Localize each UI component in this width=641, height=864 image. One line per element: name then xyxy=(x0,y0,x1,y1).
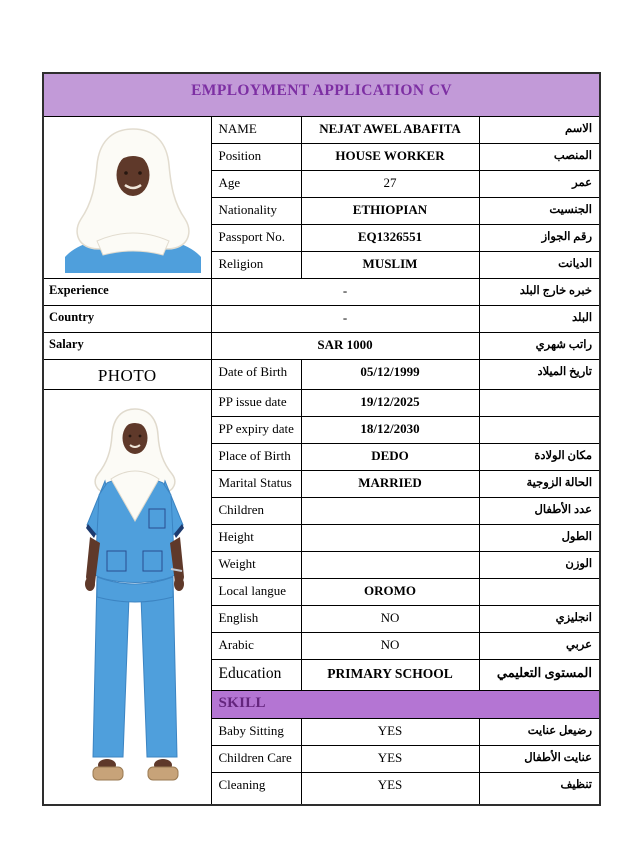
field-label-cell: Local langue xyxy=(211,578,301,605)
page-title: EMPLOYMENT APPLICATION CV xyxy=(43,73,600,116)
field-value-cell: YES xyxy=(301,745,479,772)
field-label-cell: Country xyxy=(43,305,211,332)
field-arabic-cell: رقم الجواز xyxy=(479,224,600,251)
skill-section-title: SKILL xyxy=(211,690,600,718)
field-label-cell: Position xyxy=(211,143,301,170)
field-arabic-cell: عمر xyxy=(479,170,600,197)
field-value-cell: SAR 1000 xyxy=(211,332,479,359)
field-label-cell: English xyxy=(211,605,301,632)
field-value-cell: ETHIOPIAN xyxy=(301,197,479,224)
row-pp-issue-date xyxy=(43,389,600,416)
field-arabic-cell: المستوى التعليمي xyxy=(479,659,600,690)
field-label-cell: Salary xyxy=(43,332,211,359)
row-salary xyxy=(43,332,600,359)
field-label-cell: Education xyxy=(211,659,301,690)
field-value-cell: EQ1326551 xyxy=(301,224,479,251)
row-country xyxy=(43,305,600,332)
field-label-cell: Arabic xyxy=(211,632,301,659)
field-label-cell: Date of Birth xyxy=(211,359,301,389)
field-value-cell: HOUSE WORKER xyxy=(301,143,479,170)
photo-placeholder-label: PHOTO xyxy=(43,359,211,389)
field-arabic-cell: الاسم xyxy=(479,116,600,143)
field-arabic-cell: عنايت الأطفال xyxy=(479,745,600,772)
field-value-cell xyxy=(301,524,479,551)
field-label-cell: Height xyxy=(211,524,301,551)
field-value-cell: - xyxy=(211,278,479,305)
field-arabic-cell: عربي xyxy=(479,632,600,659)
field-label-cell: PP expiry date xyxy=(211,416,301,443)
field-value-cell: - xyxy=(211,305,479,332)
field-arabic-cell: راتب شهري xyxy=(479,332,600,359)
field-label-cell: Children xyxy=(211,497,301,524)
field-value-cell: 19/12/2025 xyxy=(301,389,479,416)
field-arabic-cell xyxy=(479,578,600,605)
field-value-cell: MUSLIM xyxy=(301,251,479,278)
field-value-cell xyxy=(301,497,479,524)
field-value-cell: NO xyxy=(301,632,479,659)
field-arabic-cell xyxy=(479,389,600,416)
field-arabic-cell: تاريخ الميلاد xyxy=(479,359,600,389)
field-arabic-cell: مكان الولادة xyxy=(479,443,600,470)
field-label-cell: Marital Status xyxy=(211,470,301,497)
field-label-cell: Baby Sitting xyxy=(211,718,301,745)
field-value-cell xyxy=(301,551,479,578)
field-arabic-cell: تنظيف xyxy=(479,772,600,805)
field-value-cell: MARRIED xyxy=(301,470,479,497)
field-arabic-cell xyxy=(479,416,600,443)
field-value-cell: YES xyxy=(301,772,479,805)
field-value-cell: YES xyxy=(301,718,479,745)
field-value-cell: PRIMARY SCHOOL xyxy=(301,659,479,690)
field-arabic-cell: الوزن xyxy=(479,551,600,578)
field-value-cell: NO xyxy=(301,605,479,632)
field-arabic-cell: الجنسيت xyxy=(479,197,600,224)
field-label-cell: NAME xyxy=(211,116,301,143)
field-arabic-cell: الديانت xyxy=(479,251,600,278)
field-label-cell: Age xyxy=(211,170,301,197)
field-arabic-cell: الحالة الزوجية xyxy=(479,470,600,497)
field-arabic-cell: رضيعل عنايت xyxy=(479,718,600,745)
field-label-cell: Cleaning xyxy=(211,772,301,805)
field-arabic-cell: البلد xyxy=(479,305,600,332)
row-name xyxy=(43,116,600,143)
field-value-cell: 05/12/1999 xyxy=(301,359,479,389)
applicant-fullbody-photo xyxy=(43,389,211,805)
field-arabic-cell: عدد الأطفال xyxy=(479,497,600,524)
field-label-cell: PP issue date xyxy=(211,389,301,416)
field-label-cell: Children Care xyxy=(211,745,301,772)
field-arabic-cell: الطول xyxy=(479,524,600,551)
row-experience xyxy=(43,278,600,305)
field-label-cell: Religion xyxy=(211,251,301,278)
portrait-photo-graphic xyxy=(45,121,209,273)
field-value-cell: 27 xyxy=(301,170,479,197)
applicant-portrait-photo xyxy=(43,116,211,278)
field-value-cell: 18/12/2030 xyxy=(301,416,479,443)
field-arabic-cell: المنصب xyxy=(479,143,600,170)
field-label-cell: Experience xyxy=(43,278,211,305)
row-date-of-birth xyxy=(43,359,600,389)
field-arabic-cell: خبره خارج البلد xyxy=(479,278,600,305)
field-label-cell: Weight xyxy=(211,551,301,578)
field-value-cell: DEDO xyxy=(301,443,479,470)
field-value-cell: OROMO xyxy=(301,578,479,605)
header-row xyxy=(43,73,600,116)
field-arabic-cell: انجليزي xyxy=(479,605,600,632)
fullbody-photo-graphic xyxy=(45,391,209,803)
cv-table xyxy=(42,72,601,806)
field-value-cell: NEJAT AWEL ABAFITA xyxy=(301,116,479,143)
field-label-cell: Place of Birth xyxy=(211,443,301,470)
field-label-cell: Nationality xyxy=(211,197,301,224)
field-label-cell: Passport No. xyxy=(211,224,301,251)
